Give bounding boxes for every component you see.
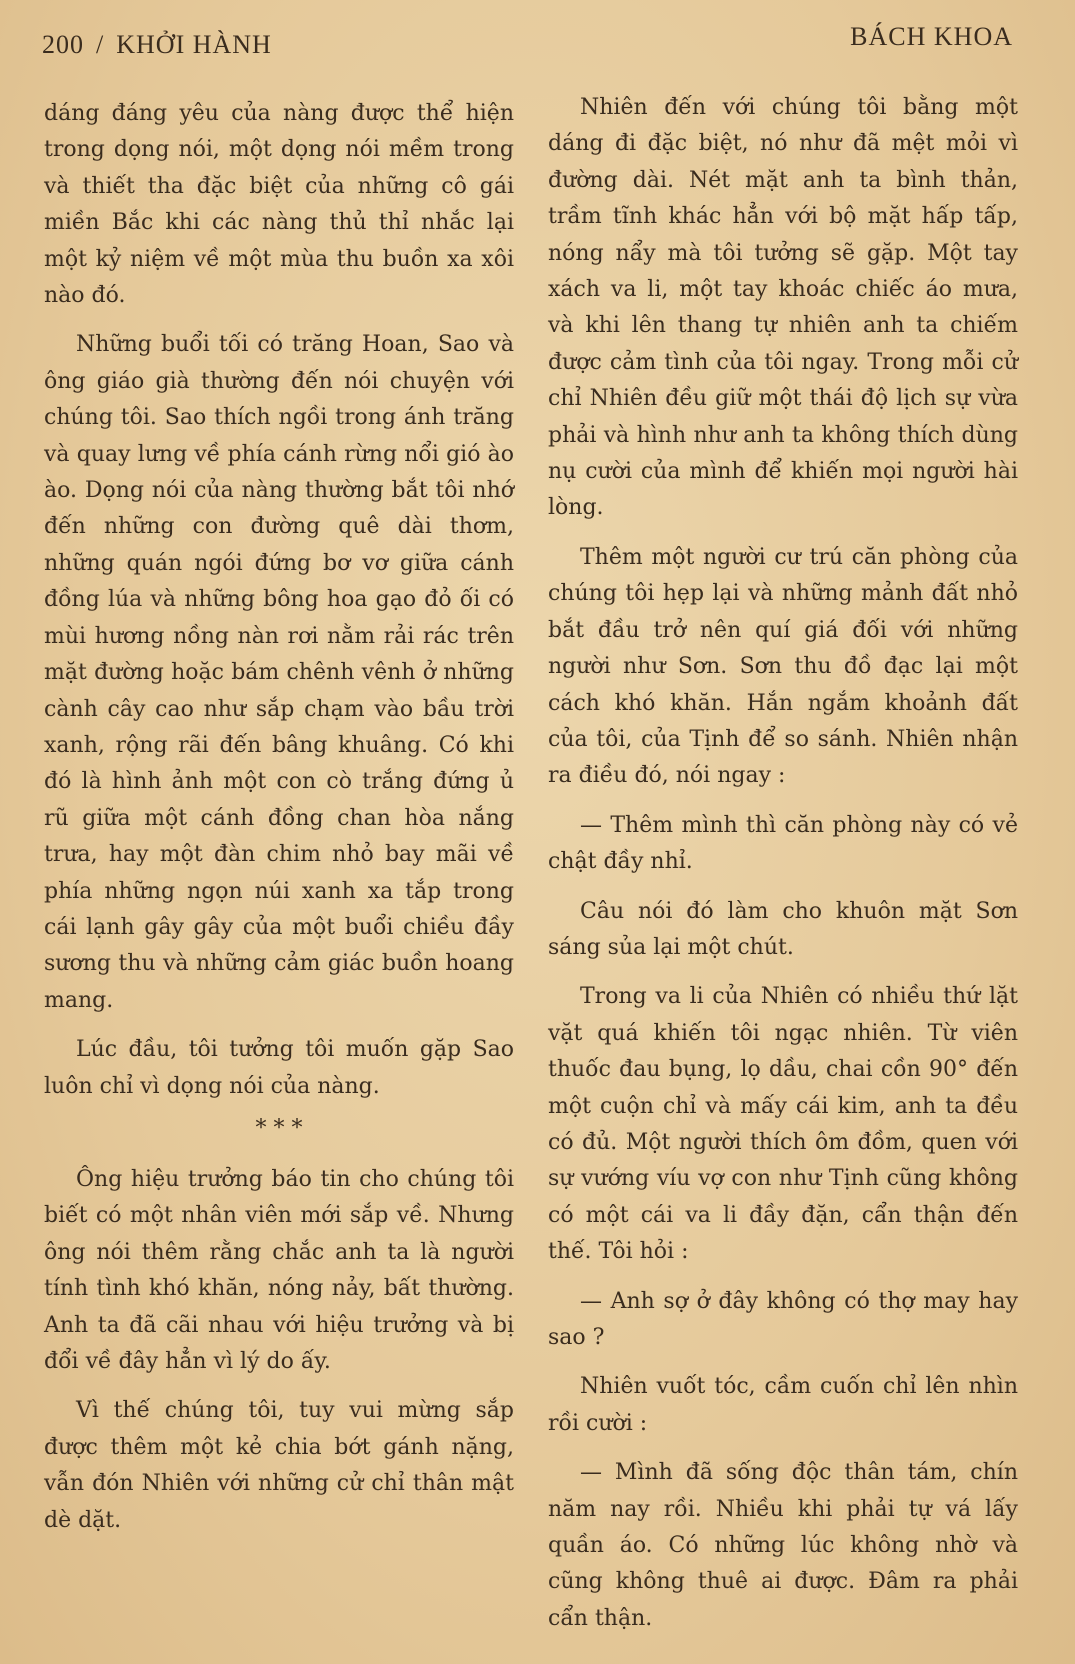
page-number: 200 — [42, 30, 84, 59]
paragraph: Câu nói đó làm cho khuôn mặt Sơn sáng sủa lại một chút. — [548, 898, 1018, 960]
journal-section-title: KHỞI HÀNH — [116, 30, 272, 59]
header-separator: / — [96, 30, 105, 59]
dialogue-line: — Mình đã sống độc thân tám, chín năm nay rồi. Nhiều khi phải tự vá lấy quần áo. Có những lúc không nhờ và cũng không thuê ai được. Đâm ra phải cẩn thận. — [548, 1460, 1018, 1631]
dialogue-line: — Anh sợ ở đây không có thợ may hay sao ? — [548, 1288, 1018, 1350]
dialogue-line: — Thêm mình thì căn phòng này có vẻ chật đầy nhỉ. — [548, 812, 1018, 875]
journal-name: BÁCH KHOA — [850, 22, 1013, 51]
left-column — [44, 96, 514, 1552]
paragraph: Trong va li của Nhiên có nhiều thứ lặt vặt quá khiến tôi ngạc nhiên. Từ viên thuốc đau bụng, lọ dầu, chai cồn 90° đến một cuộn chỉ và mấy cái kim, anh ta đều có đủ. Một người thích ôm đồm, quen với sự vướng víu vợ con như Tịnh cũng không có một cái va li đầy đặn, cẩn thận đến thế. Tôi hỏi : — [548, 984, 1018, 1265]
paragraph: dáng đáng yêu của nàng được thể hiện trong dọng nói, một dọng nói mềm trong và thiết tha đặc biệt của những cô gái miền Bắc khi các nàng thủ thỉ nhắc lại một kỷ niệm về một mùa thu buồn xa xôi nào đó. — [44, 101, 514, 309]
paragraph: Ông hiệu trưởng báo tin cho chúng tôi biết có một nhân viên mới sắp về. Nhưng ông nói thêm rằng chắc anh ta là người tính tình khó khăn, nóng nảy, bất thường. Anh ta đã cãi nhau với hiệu trưởng và bị đổi về đây hẳn vì lý do ấy. — [44, 1166, 514, 1374]
paragraph: Thêm một người cư trú căn phòng của chúng tôi hẹp lại và những mảnh đất nhỏ bắt đầu trở nên quí giá đối với những người như Sơn. Sơn thu đồ đạc lại một cách khó khăn. Hắn ngắm khoảnh đất của tôi, của Tịnh để so sánh. Nhiên nhận ra điều đó, nói ngay : — [548, 544, 1018, 789]
paragraph: Nhiên vuốt tóc, cầm cuốn chỉ lên nhìn rồi cười : — [548, 1374, 1018, 1436]
section-break-asterisks: * * * — [255, 1115, 303, 1141]
right-column — [548, 90, 1018, 1650]
header-left — [42, 30, 272, 60]
page-header — [42, 22, 1013, 70]
paragraph: Lúc đầu, tôi tưởng tôi muốn gặp Sao luôn chỉ vì dọng nói của nàng. — [44, 1037, 514, 1099]
paragraph: Nhiên đến với chúng tôi bằng một dáng đi đặc biệt, nó như đã mệt mỏi vì đường dài. Nét mặt anh ta bình thản, trầm tĩnh khác hẳn với bộ mặt hấp tấp, nóng nẩy mà tôi tưởng sẽ gặp. Một tay xách va li, một tay khoác chiếc áo mưa, và khi lên thang tự nhiên anh ta chiếm được cảm tình của tôi ngay. Trong mỗi cử chỉ Nhiên đều giữ một thái độ lịch sự vừa phải và hình như anh ta không thích dùng nụ cười của mình để khiến mọi người hài lòng. — [548, 95, 1018, 521]
paragraph: Những buổi tối có trăng Hoan, Sao và ông giáo già thường đến nói chuyện với chúng tôi. Sao thích ngồi trong ánh trăng và quay lưng về phía cánh rừng nổi gió ào ào. Dọng nói của nàng thường bắt tôi nhớ đến những con đường quê dài thơm, những quán ngói đứng bơ vơ giữa cánh đồng lúa và những bông hoa gạo đỏ ối có mùi hương nồng nàn rơi nằm rải rác trên mặt đường hoặc bám chênh vênh ở những cành cây cao như sắp chạm vào bầu trời xanh, rộng rãi đến bâng khuâng. Có khi đó là hình ảnh một con cò trắng đứng ủ rũ giữa một cánh đồng chan hòa nắng trưa, hay một đàn chim nhỏ bay mãi về phía những ngọn núi xanh xa tắp trong cái lạnh gây gây của một buổi chiều đầy sương thu và những cảm giác buồn hoang mang. — [44, 332, 514, 1013]
paragraph: Vì thế chúng tôi, tuy vui mừng sắp được thêm một kẻ chia bớt gánh nặng, vẫn đón Nhiên với những cử chỉ thân mật dè dặt. — [44, 1398, 514, 1533]
